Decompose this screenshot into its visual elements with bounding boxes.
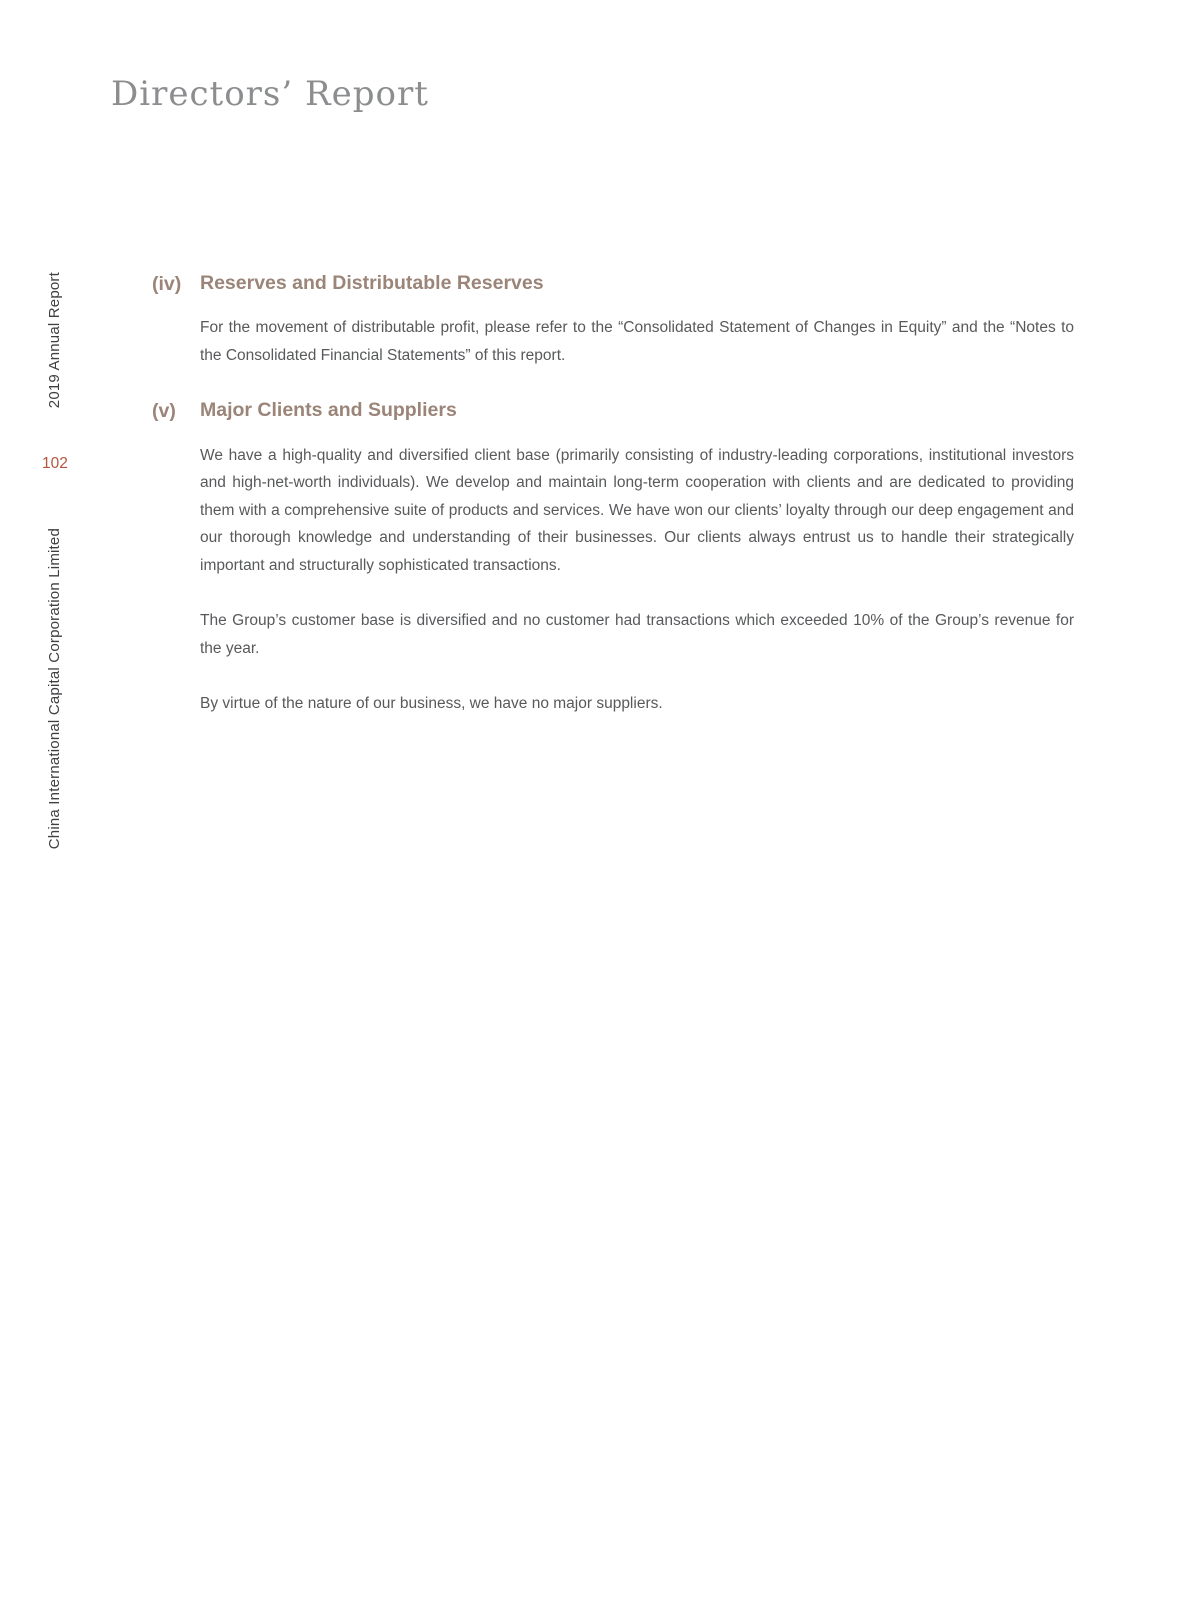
section-major-clients-and-suppliers [152, 399, 1074, 717]
paragraph: We have a high-quality and diversified client base (primarily consisting of industry-leading corporations, institutional investors and high-net-worth individuals). We develop and maintain long-term cooperation with clients and are dedicated to providing them with a comprehensive suite of products and services. We have won our clients’ loyalty through our deep engagement and our thorough knowledge and understanding of their businesses. Our clients always entrust us to handle their strategically important and structurally sophisticated transactions. [200, 446, 1074, 574]
page-number: 102 [42, 455, 68, 472]
paragraph: The Group’s customer base is diversified and no customer had transactions which exceeded 10% of the Group’s revenue for the year. [200, 612, 1074, 657]
section-label: (iv) [152, 273, 182, 295]
paragraph: For the movement of distributable profit, please refer to the “Consolidated Statement of Changes in Equity” and the “Notes to the Consolidated Financial Statements” of this report. [200, 319, 1074, 364]
section-reserves-and-distributable-reserves [152, 272, 1074, 369]
paragraph: By virtue of the nature of our business, we have no major suppliers. [200, 695, 663, 713]
section-heading: Reserves and Distributable Reserves [200, 272, 544, 294]
report-body [152, 272, 1074, 748]
page-title: Directors’ Report [111, 74, 429, 114]
section-label: (v) [152, 400, 176, 423]
sidebar-annual-report-label: 2019 Annual Report [46, 272, 63, 409]
sidebar-company-name-label: China International Capital Corporation Limited [46, 528, 63, 850]
section-heading: Major Clients and Suppliers [200, 399, 457, 422]
